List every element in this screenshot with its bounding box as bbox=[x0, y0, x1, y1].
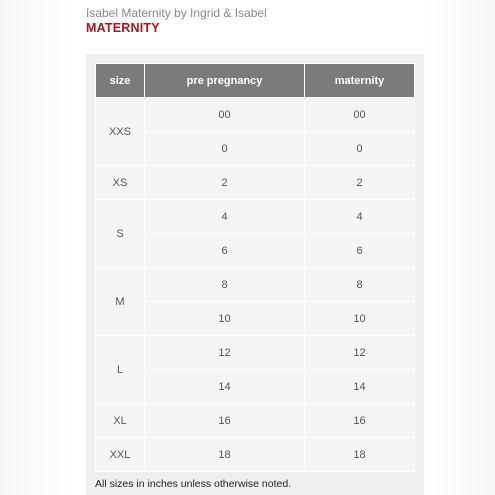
maternity-value: 12 bbox=[305, 336, 415, 370]
pre-pregnancy-value: 10 bbox=[145, 302, 305, 336]
pre-pregnancy-value: 2 bbox=[145, 166, 305, 200]
size-label: M bbox=[96, 268, 145, 336]
pre-pregnancy-value: 8 bbox=[145, 268, 305, 302]
size-label: XXS bbox=[96, 98, 145, 166]
maternity-value: 8 bbox=[305, 268, 415, 302]
pre-pregnancy-value: 12 bbox=[145, 336, 305, 370]
pre-pregnancy-value: 00 bbox=[145, 98, 305, 132]
maternity-value: 14 bbox=[305, 370, 415, 404]
size-chart-table bbox=[95, 63, 415, 472]
section-title: MATERNITY bbox=[86, 21, 160, 35]
brand-line: Isabel Maternity by Ingrid & Isabel bbox=[86, 6, 267, 20]
pre-pregnancy-value: 4 bbox=[145, 200, 305, 234]
maternity-value: 00 bbox=[305, 98, 415, 132]
table-header-row bbox=[96, 64, 415, 98]
background-fade-left bbox=[0, 0, 75, 495]
column-header-pre-pregnancy: pre pregnancy bbox=[145, 64, 305, 98]
size-label: L bbox=[96, 336, 145, 404]
footnote: All sizes in inches unless otherwise noted. bbox=[95, 478, 292, 490]
pre-pregnancy-value: 16 bbox=[145, 404, 305, 438]
size-label: XL bbox=[96, 404, 145, 438]
pre-pregnancy-value: 0 bbox=[145, 132, 305, 166]
maternity-value: 0 bbox=[305, 132, 415, 166]
size-label: S bbox=[96, 200, 145, 268]
maternity-value: 4 bbox=[305, 200, 415, 234]
table-row bbox=[96, 336, 415, 370]
table-row bbox=[96, 404, 415, 438]
table-row bbox=[96, 438, 415, 472]
table-row bbox=[96, 98, 415, 132]
table-row bbox=[96, 268, 415, 302]
pre-pregnancy-value: 18 bbox=[145, 438, 305, 472]
table-row bbox=[96, 166, 415, 200]
pre-pregnancy-value: 14 bbox=[145, 370, 305, 404]
background-fade-right bbox=[425, 0, 495, 495]
column-header-size: size bbox=[96, 64, 145, 98]
size-label: XS bbox=[96, 166, 145, 200]
maternity-value: 16 bbox=[305, 404, 415, 438]
maternity-value: 10 bbox=[305, 302, 415, 336]
maternity-value: 2 bbox=[305, 166, 415, 200]
size-chart-body bbox=[96, 98, 415, 472]
size-label: XXL bbox=[96, 438, 145, 472]
pre-pregnancy-value: 6 bbox=[145, 234, 305, 268]
column-header-maternity: maternity bbox=[305, 64, 415, 98]
maternity-value: 6 bbox=[305, 234, 415, 268]
table-row bbox=[96, 200, 415, 234]
maternity-value: 18 bbox=[305, 438, 415, 472]
